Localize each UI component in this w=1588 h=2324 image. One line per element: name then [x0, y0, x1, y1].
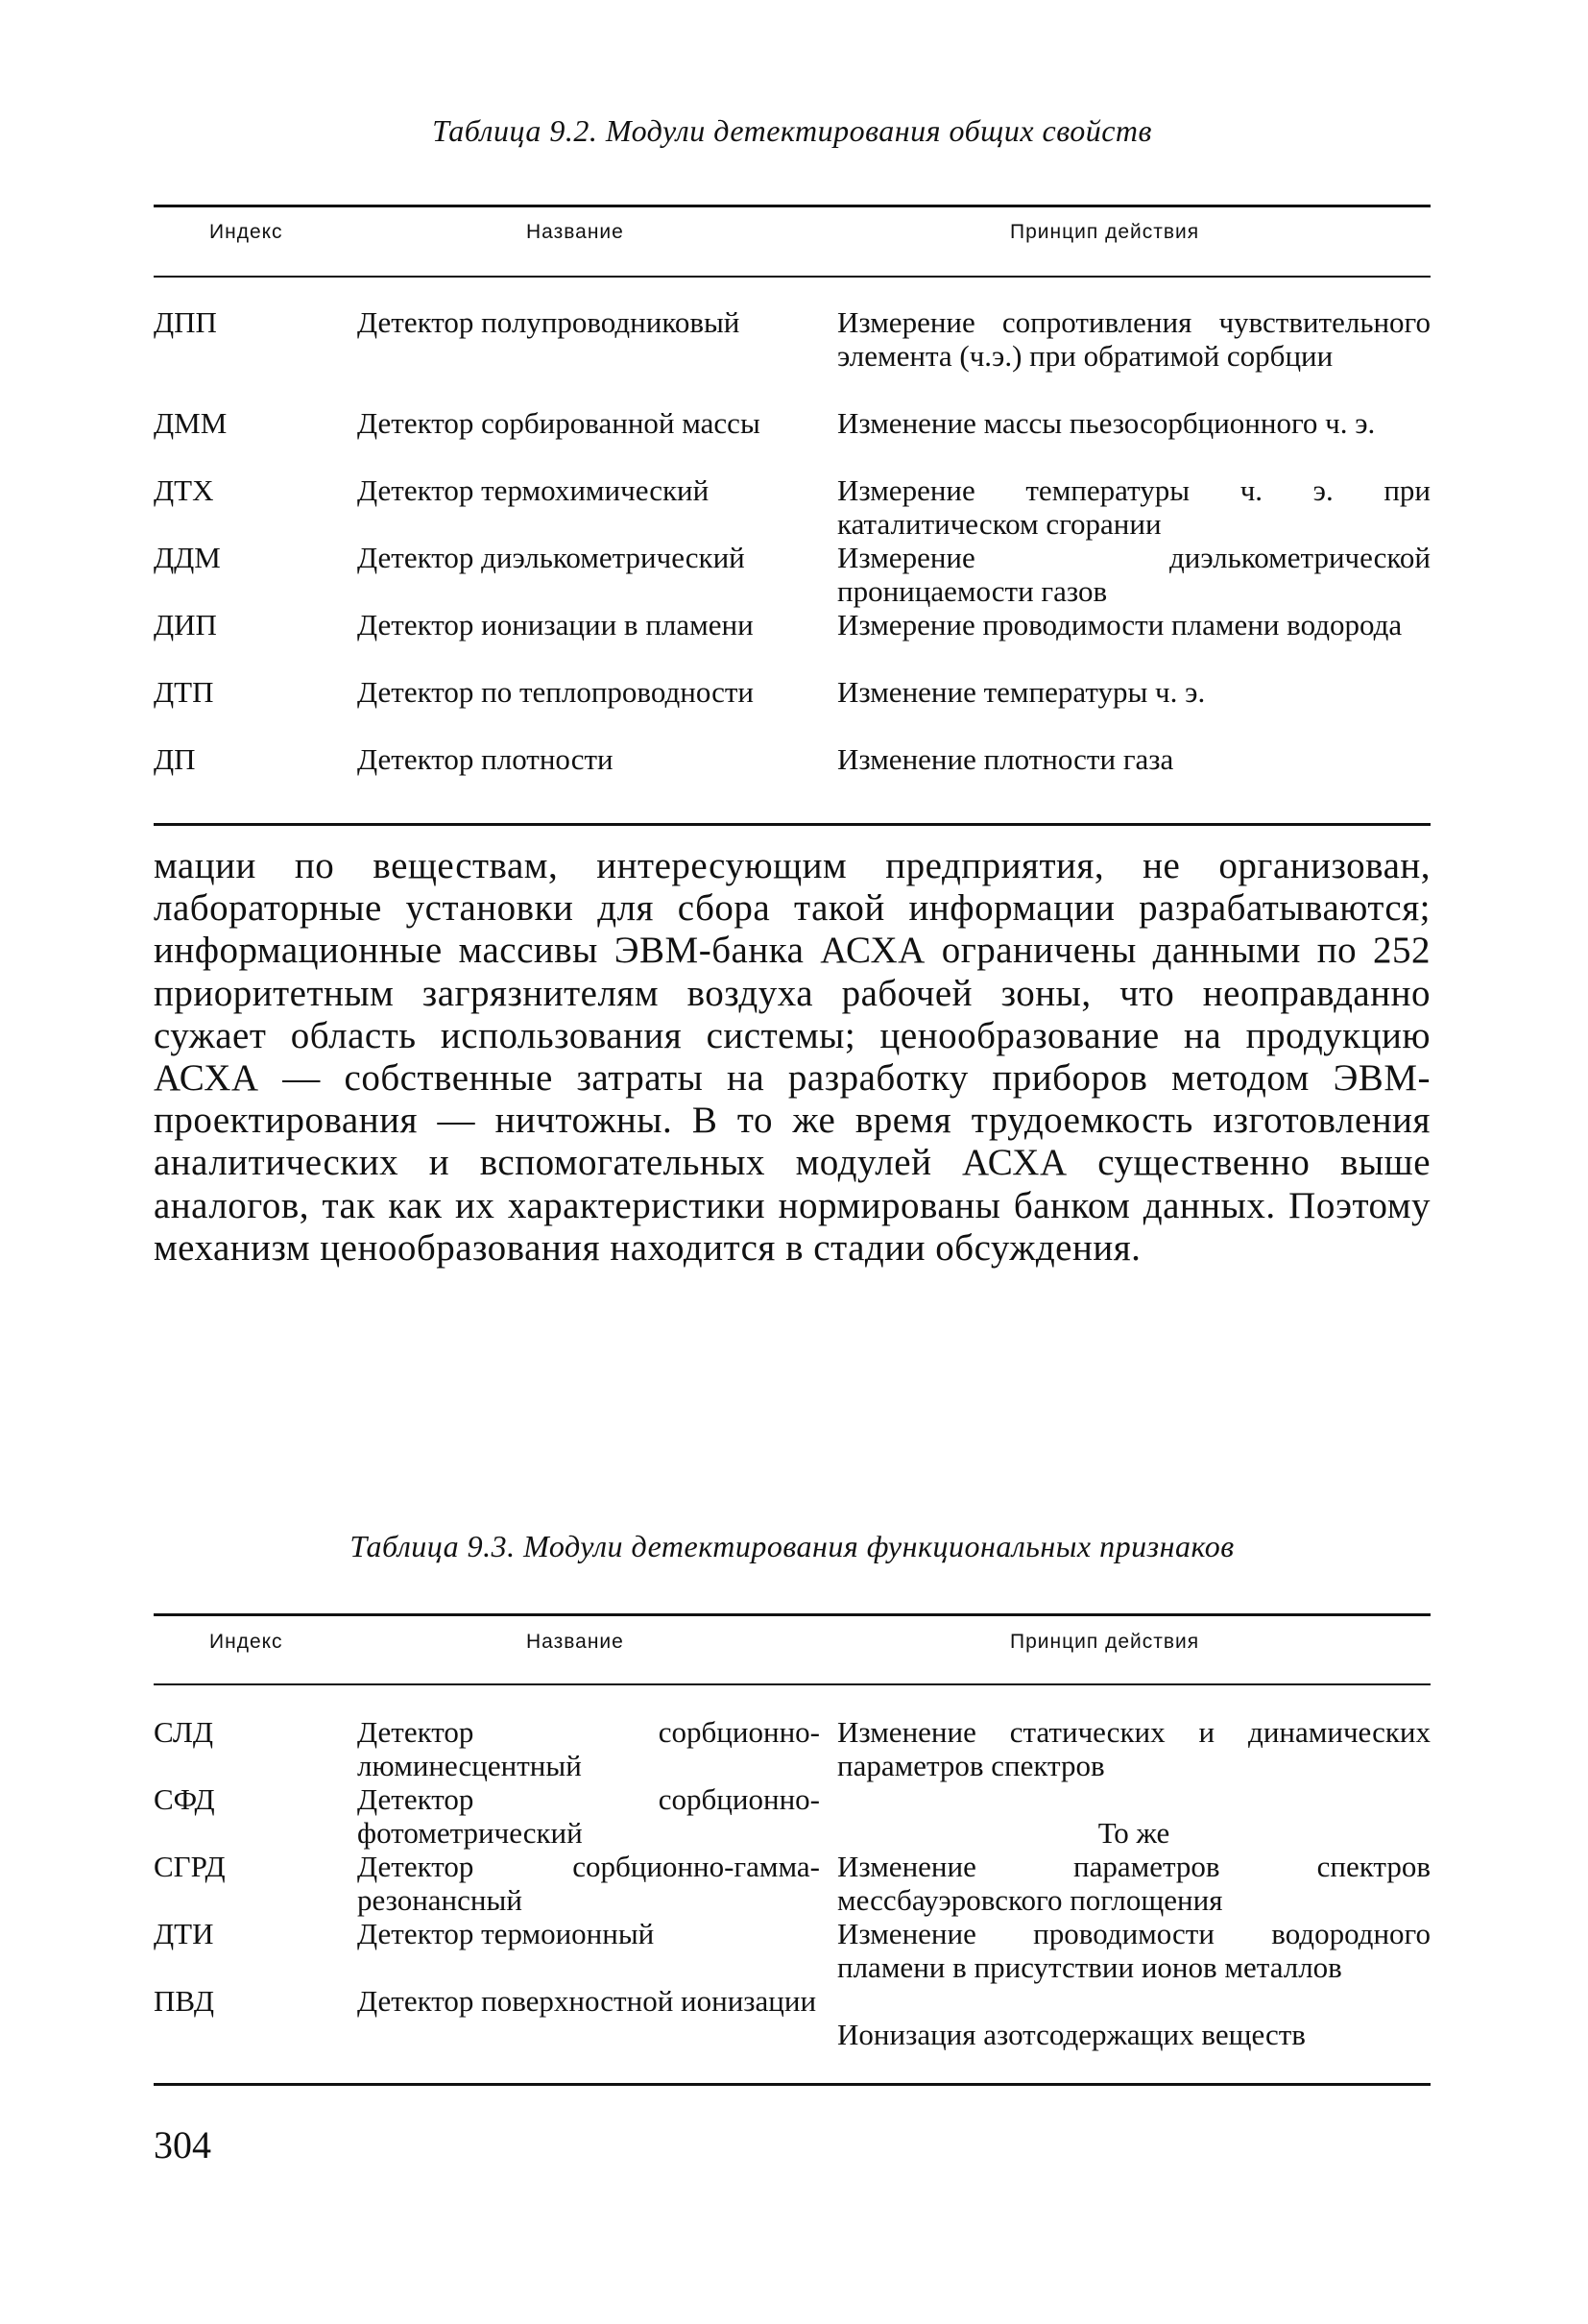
table-row	[154, 1850, 1431, 1917]
row-principle: Изменение температуры ч. э.	[837, 675, 1206, 709]
row-index: ПВД	[154, 1984, 215, 2018]
row-principle: Изменение проводимости водородного пламени в присутствии ионов металлов	[837, 1917, 1431, 1984]
row-name: Детектор сорбционно-гамма-резонансный	[357, 1850, 820, 1917]
row-principle: Ионизация азотсодержащих веществ	[837, 2018, 1306, 2051]
row-principle: Изменение массы пьезосорбционного ч. э.	[837, 406, 1376, 440]
row-index: ДТИ	[154, 1917, 214, 1950]
table-row	[154, 1917, 1431, 1984]
table-9-3-top-rule	[154, 1613, 1431, 1616]
page-number: 304	[154, 2123, 211, 2167]
header-principle: Принцип действия	[1010, 221, 1200, 243]
table-9-2-body	[154, 305, 1431, 781]
row-principle: Изменение параметров спектров мессбауэровского поглощения	[837, 1850, 1431, 1917]
row-index: ДТХ	[154, 473, 214, 507]
row-principle: То же	[1097, 1816, 1170, 1850]
table-9-2-bottom-rule	[154, 823, 1431, 826]
header-index: Индекс	[209, 1631, 283, 1653]
table-row	[154, 675, 1431, 742]
body-paragraph: мации по веществам, интересующим предприятия, не организован, лабораторные установки для сбора такой информации разрабатываются; информационные массивы ЭВМ-банка АСХА ограничены данными по 252 приоритетным загрязнителям воздуха рабочей зоны, что неоправданно сужает область использования системы; ценообразование на продукцию АСХА — собственные затраты на разработку приборов методом ЭВМ-проектирования — ничтожны. В то же время трудоемкость изготовления аналитических и вспомогательных модулей АСХА существенно выше аналогов, так как их характеристики нормированы банком данных. Поэтому механизм ценообразования находится в стадии обсуждения.	[154, 845, 1431, 1269]
row-name: Детектор сорбционно-люминесцентный	[357, 1715, 820, 1782]
row-principle: Измерение сопротивления чувствительного элемента (ч.э.) при обратимой сорбции	[837, 305, 1431, 373]
row-index: ДИП	[154, 608, 217, 642]
table-9-2-top-rule	[154, 205, 1431, 207]
row-index: ДТП	[154, 675, 214, 709]
row-principle: Изменение статических и динамических параметров спектров	[837, 1715, 1431, 1782]
table-9-2-header-rule	[154, 276, 1431, 278]
table-row	[154, 742, 1431, 781]
table-row	[154, 305, 1431, 406]
row-index: СЛД	[154, 1715, 214, 1749]
row-principle: Измерение проводимости пламени водорода	[837, 608, 1403, 642]
table-9-3-caption: Таблица 9.3. Модули детектирования функциональных признаков	[349, 1529, 1235, 1563]
row-principle: Измерение диэлькометрической проницаемости газов	[837, 541, 1431, 608]
row-index: ДПП	[154, 305, 217, 339]
table-9-3-bottom-rule	[154, 2083, 1431, 2086]
table-row	[154, 541, 1431, 608]
table-row	[154, 1984, 1431, 2061]
row-name: Детектор термохимический	[357, 473, 710, 507]
row-name: Детектор сорбционно-фотометрический	[357, 1782, 820, 1850]
table-9-2-caption: Таблица 9.2. Модули детектирования общих свойств	[432, 113, 1152, 148]
row-name: Детектор термоионный	[357, 1917, 655, 1950]
table-row	[154, 608, 1431, 675]
row-principle: Измерение температуры ч. э. при каталитическом сгорании	[837, 473, 1431, 541]
header-name: Название	[526, 221, 624, 243]
book-page	[154, 0, 1431, 2324]
row-name: Детектор поверхностной ионизации	[357, 1984, 817, 2018]
row-name: Детектор полупроводниковый	[357, 305, 740, 339]
row-name: Детектор ионизации в пламени	[357, 608, 754, 642]
header-name: Название	[526, 1631, 624, 1653]
row-name: Детектор плотности	[357, 742, 614, 776]
table-row	[154, 1715, 1431, 1782]
table-row	[154, 406, 1431, 473]
row-name: Детектор диэлькометрический	[357, 541, 745, 574]
row-principle: Изменение плотности газа	[837, 742, 1174, 776]
row-index: ДДМ	[154, 541, 221, 574]
header-principle: Принцип действия	[1010, 1631, 1200, 1653]
row-index: ДММ	[154, 406, 228, 440]
row-name: Детектор сорбированной массы	[357, 406, 760, 440]
header-index: Индекс	[209, 221, 283, 243]
table-9-3-body	[154, 1715, 1431, 2061]
table-9-3-header-rule	[154, 1683, 1431, 1685]
row-index: ДП	[154, 742, 196, 776]
row-name: Детектор по теплопроводности	[357, 675, 754, 709]
table-row	[154, 1782, 1431, 1850]
row-index: СГРД	[154, 1850, 226, 1883]
table-row	[154, 473, 1431, 541]
row-index: СФД	[154, 1782, 215, 1816]
